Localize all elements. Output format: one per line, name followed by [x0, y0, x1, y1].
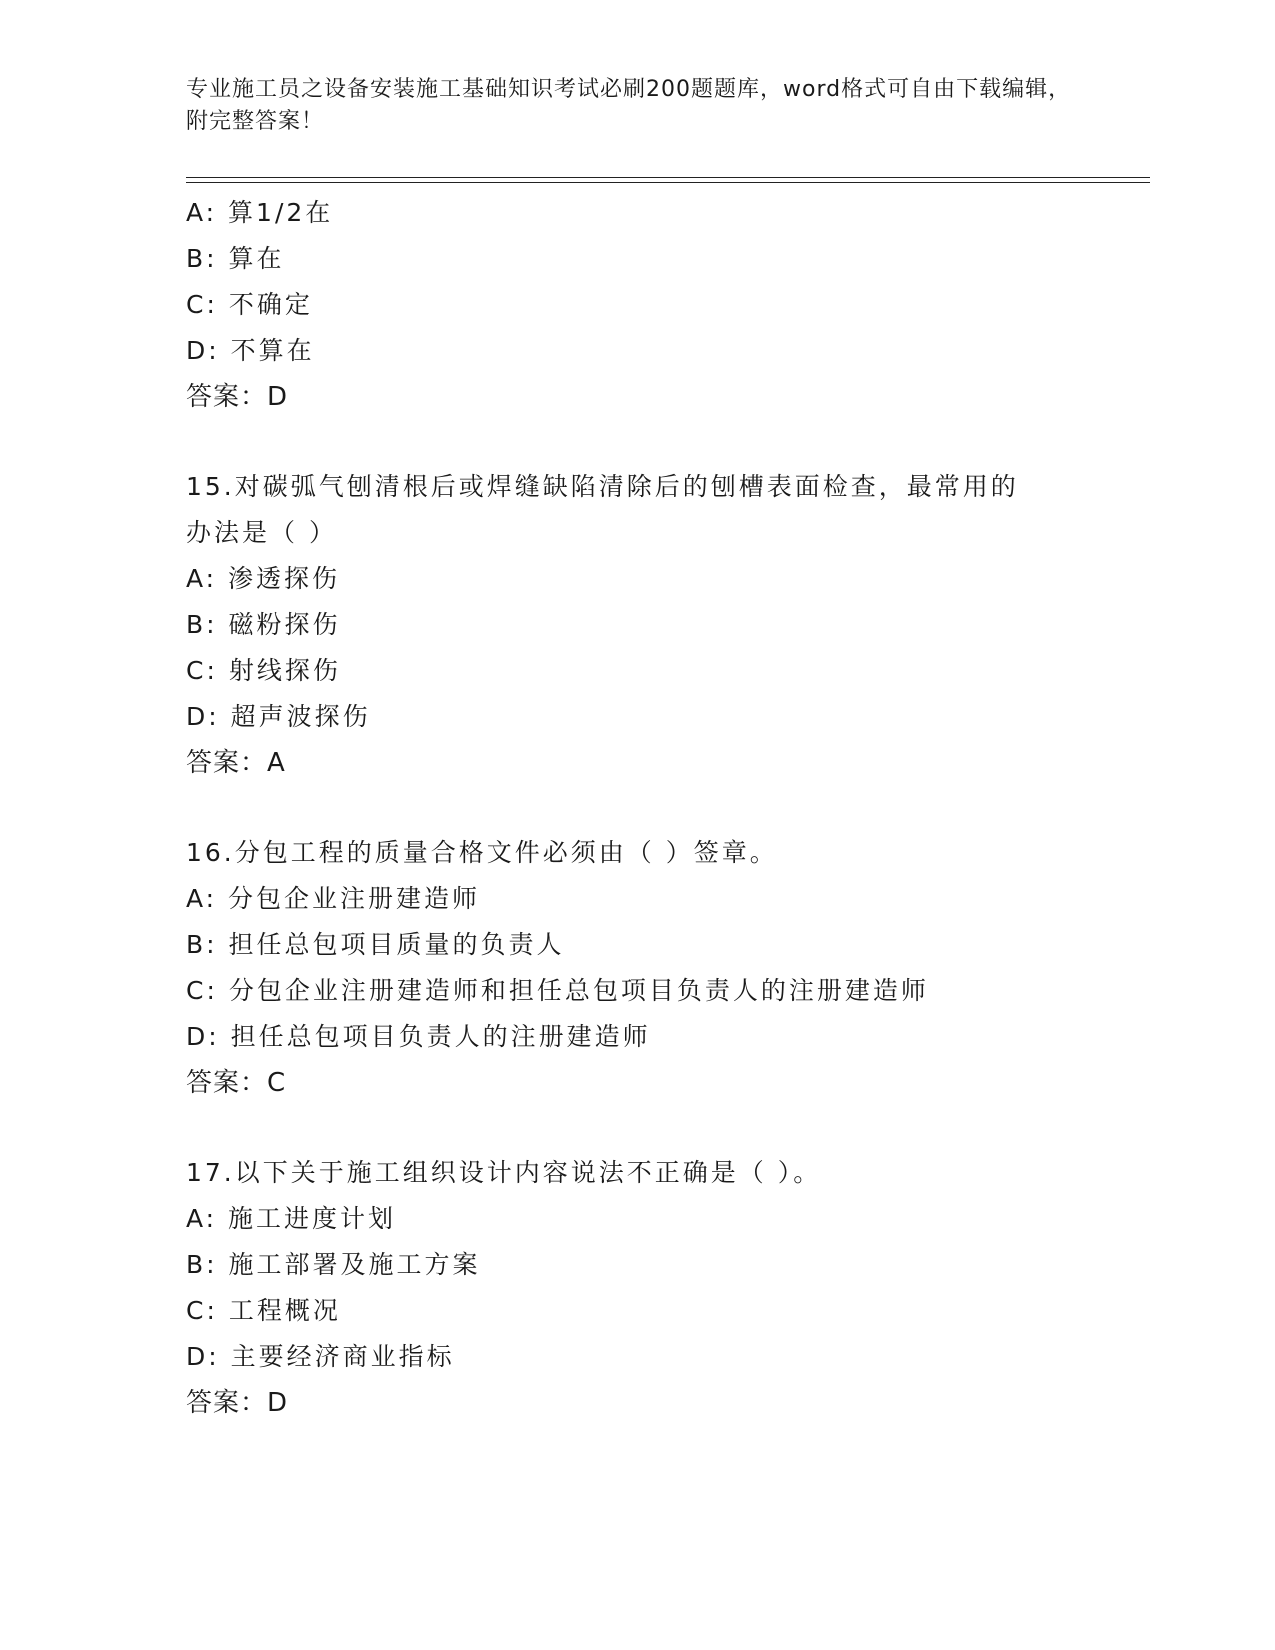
option-d: D: 不算在	[186, 336, 315, 365]
answer-line: 答案：D	[186, 1388, 289, 1418]
option-a: A: 施工进度计划	[186, 1204, 397, 1233]
option-d: D: 主要经济商业指标	[186, 1342, 455, 1371]
option-c: C: 工程概况	[186, 1296, 341, 1325]
option-a: A: 算1/2在	[186, 198, 334, 227]
document-body	[186, 190, 1126, 1426]
option-c: C: 不确定	[186, 290, 313, 319]
header-divider-bottom	[186, 182, 1150, 183]
option-c: C: 分包企业注册建造师和担任总包项目负责人的注册建造师	[186, 976, 929, 1005]
question-block-16	[186, 830, 1126, 1106]
option-d: D: 超声波探伤	[186, 702, 371, 731]
header-divider-top	[186, 177, 1150, 178]
option-d: D: 担任总包项目负责人的注册建造师	[186, 1022, 651, 1051]
option-b: B: 磁粉探伤	[186, 610, 341, 639]
question-block-continued	[186, 190, 1126, 420]
document-header-title: 专业施工员之设备安装施工基础知识考试必刷200题题库，word格式可自由下载编辑，附完整答案！	[186, 77, 1072, 134]
option-b: B: 算在	[186, 244, 285, 273]
option-a: A: 分包企业注册建造师	[186, 884, 481, 913]
option-b: B: 担任总包项目质量的负责人	[186, 930, 565, 959]
answer-line: 答案：A	[186, 748, 286, 778]
question-text: 17.以下关于施工组织设计内容说法不正确是（ ）。	[186, 1158, 822, 1187]
option-a: A: 渗透探伤	[186, 564, 341, 593]
question-text: 15.对碳弧气刨清根后或焊缝缺陷清除后的刨槽表面检查，最常用的办法是（ ）	[186, 472, 1019, 547]
answer-line: 答案：D	[186, 382, 289, 412]
question-text: 16.分包工程的质量合格文件必须由（ ）签章。	[186, 838, 778, 867]
answer-line: 答案：C	[186, 1068, 287, 1098]
option-b: B: 施工部署及施工方案	[186, 1250, 481, 1279]
option-c: C: 射线探伤	[186, 656, 341, 685]
question-block-15	[186, 464, 1126, 786]
question-block-17	[186, 1150, 1126, 1426]
